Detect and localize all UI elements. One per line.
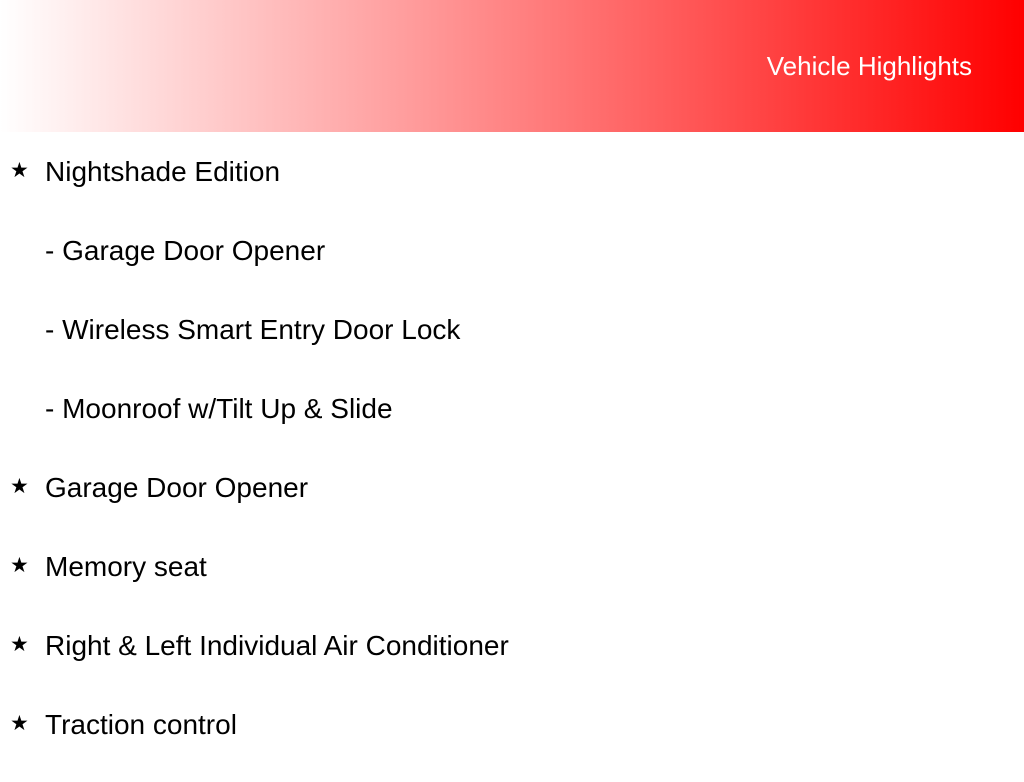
star-icon: ★	[10, 554, 29, 577]
highlights-list	[0, 150, 1024, 782]
list-item-text: - Wireless Smart Entry Door Lock	[45, 314, 461, 345]
list-item	[0, 466, 1024, 545]
list-item-text: Garage Door Opener	[45, 472, 309, 503]
star-icon: ★	[10, 159, 29, 182]
star-icon: ★	[10, 633, 29, 656]
list-item	[0, 703, 1024, 782]
header-banner	[0, 0, 1024, 132]
list-item	[0, 308, 1024, 387]
list-item	[0, 545, 1024, 624]
list-item-text: Nightshade Edition	[45, 156, 281, 187]
star-icon: ★	[10, 712, 29, 735]
list-item-text: Memory seat	[45, 551, 207, 582]
list-item-text: - Moonroof w/Tilt Up & Slide	[45, 393, 393, 424]
list-item-text: Traction control	[45, 709, 237, 740]
list-item	[0, 387, 1024, 466]
list-item	[0, 150, 1024, 229]
page-title: Vehicle Highlights	[766, 51, 972, 81]
list-item-text: Right & Left Individual Air Conditioner	[45, 630, 509, 661]
list-item	[0, 624, 1024, 703]
star-icon: ★	[10, 475, 29, 498]
list-item-text: - Garage Door Opener	[45, 235, 326, 266]
list-item	[0, 229, 1024, 308]
